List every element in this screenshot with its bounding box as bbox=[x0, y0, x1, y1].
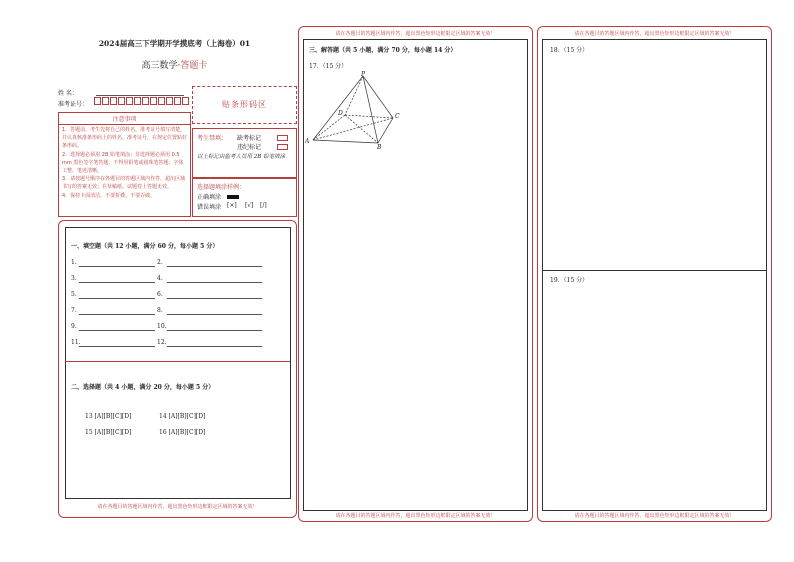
note-item-2: 2．选择题必须用 2B 铅笔填涂；非选择题必须用 0.5 mm 黑色签字笔答题，不得用铅笔或圆珠笔答题；字体工整、笔迹清晰。 bbox=[62, 151, 184, 175]
warning-left: 请在各题目的答题区域内作答，超出黑色矩形边框限定区域的答案无效！ bbox=[97, 504, 258, 510]
blank-answer-5[interactable] bbox=[79, 298, 155, 299]
choice-13[interactable]: 13 [A][B][C][D] bbox=[85, 413, 132, 420]
blank-label-7: 7. bbox=[71, 307, 77, 314]
section-divider bbox=[65, 361, 290, 362]
warning-right-top: 请在各题目的答题区域内作答，超出黑色矩形边框限定区域的答案无效！ bbox=[574, 31, 735, 37]
subtitle-answer-card: 答题卡 bbox=[180, 61, 208, 71]
note-item-4: 4．保持卡面清洁，不要折叠、不要弄破。 bbox=[62, 192, 156, 199]
blank-label-3: 3. bbox=[71, 275, 77, 282]
notes-box bbox=[58, 112, 191, 217]
blank-label-9: 9. bbox=[71, 323, 77, 330]
id-digit-cell[interactable] bbox=[126, 97, 133, 105]
fill-example-title: 选择题填涂样例： bbox=[197, 184, 246, 191]
name-label: 姓 名： bbox=[58, 90, 78, 97]
exam-title: 2024届高三下学期开学摸底考（上海卷）01 bbox=[98, 39, 251, 48]
wrong-mark-1: [×] bbox=[227, 202, 237, 209]
answer-frame-left bbox=[58, 220, 297, 518]
right-column bbox=[537, 26, 772, 522]
blank-label-10: 10. bbox=[157, 323, 167, 330]
id-digit-cell[interactable] bbox=[110, 97, 117, 105]
choice-14[interactable]: 14 [A][B][C][D] bbox=[159, 413, 206, 420]
correct-fill-label: 正确填涂 bbox=[197, 194, 222, 201]
id-label: 准考证号： bbox=[58, 101, 89, 108]
question-17-label: 17．（15 分） bbox=[309, 63, 348, 70]
fill-example-box bbox=[192, 178, 297, 217]
left-column bbox=[52, 28, 297, 528]
warning-right-bottom: 请在各题目的答题区域内作答，超出黑色矩形边框限定区域的答案无效！ bbox=[574, 513, 735, 519]
edge-PA bbox=[313, 76, 363, 140]
absent-checkbox[interactable] bbox=[277, 135, 288, 141]
absent-label: 缺考标记 bbox=[237, 135, 262, 142]
violation-checkbox[interactable] bbox=[277, 144, 288, 150]
candidate-box-note: 以上标记由监考人员用 2B 铅笔填涂 bbox=[197, 154, 286, 160]
notes-list bbox=[62, 126, 188, 200]
wrong-mark-2: [√] bbox=[245, 202, 254, 209]
note-item-3: 3．请按题号顺序在各题目的答题区域内作答，超出区域书写的答案无效；在草稿纸、试题卷上答题无效。 bbox=[62, 176, 186, 191]
blank-answer-9[interactable] bbox=[79, 330, 155, 331]
blank-answer-1[interactable] bbox=[79, 266, 155, 267]
candidate-box-title: 考生禁填： bbox=[197, 135, 228, 142]
subtitle-subject: 高三数学· bbox=[141, 61, 181, 71]
blank-label-1: 1. bbox=[71, 259, 77, 266]
vertex-B: B bbox=[377, 144, 382, 149]
barcode-label: 贴条形码区 bbox=[222, 100, 267, 109]
blank-label-11: 11. bbox=[71, 339, 81, 346]
blank-answer-6[interactable] bbox=[167, 298, 262, 299]
blank-answer-3[interactable] bbox=[79, 282, 155, 283]
id-digit-cell[interactable] bbox=[174, 97, 181, 105]
blank-answer-2[interactable] bbox=[167, 266, 262, 267]
vertex-P: P bbox=[361, 71, 366, 78]
vertex-D: D bbox=[338, 110, 343, 117]
edge-AD bbox=[313, 115, 345, 140]
violation-label: 违纪标记 bbox=[237, 144, 262, 151]
blank-answer-11[interactable] bbox=[79, 346, 155, 347]
id-digit-cell[interactable] bbox=[142, 97, 149, 105]
blank-label-2: 2. bbox=[157, 259, 163, 266]
diag-AC bbox=[313, 118, 393, 140]
id-digit-cell[interactable] bbox=[134, 97, 141, 105]
blank-label-6: 6. bbox=[157, 291, 163, 298]
blank-answer-10[interactable] bbox=[167, 330, 262, 331]
blank-answer-8[interactable] bbox=[167, 314, 262, 315]
id-digit-cell[interactable] bbox=[118, 97, 125, 105]
barcode-area bbox=[192, 86, 297, 124]
id-number-grid[interactable] bbox=[94, 97, 194, 105]
id-digit-cell[interactable] bbox=[150, 97, 157, 105]
blank-answer-4[interactable] bbox=[167, 282, 262, 283]
middle-column bbox=[298, 26, 533, 522]
name-field[interactable] bbox=[96, 95, 184, 96]
choice-16[interactable]: 16 [A][B][C][D] bbox=[159, 429, 206, 436]
section1-title: 一、填空题（共 12 小题，满分 60 分，每小题 5 分） bbox=[71, 243, 219, 250]
blank-label-12: 12. bbox=[157, 339, 167, 346]
warning-middle-bottom: 请在各题目的答题区域内作答，超出黑色矩形边框限定区域的答案无效！ bbox=[335, 513, 496, 519]
candidate-box bbox=[192, 128, 297, 178]
id-digit-cell[interactable] bbox=[182, 97, 189, 105]
wrong-fill-label: 错误填涂 bbox=[197, 204, 222, 211]
id-digit-cell[interactable] bbox=[166, 97, 173, 105]
blank-answer-7[interactable] bbox=[79, 314, 155, 315]
pyramid-figure bbox=[305, 71, 415, 149]
fill-blanks bbox=[71, 259, 281, 369]
edge-DC bbox=[345, 115, 393, 118]
blank-label-8: 8. bbox=[157, 307, 163, 314]
vertex-A: A bbox=[305, 138, 310, 145]
correct-fill-mark bbox=[227, 195, 239, 199]
blank-label-5: 5. bbox=[71, 291, 77, 298]
id-digit-cell[interactable] bbox=[158, 97, 165, 105]
card-subtitle bbox=[52, 58, 297, 71]
question-19-label: 19．（15 分） bbox=[550, 277, 589, 284]
notes-title: 注意事项 bbox=[59, 114, 190, 125]
vertex-C: C bbox=[395, 113, 400, 120]
edge-BC bbox=[378, 118, 393, 143]
wrong-mark-3: [/] bbox=[260, 202, 267, 209]
id-digit-cell[interactable] bbox=[102, 97, 109, 105]
diag-DB bbox=[345, 115, 378, 143]
choice-15[interactable]: 15 [A][B][C][D] bbox=[85, 429, 132, 436]
blank-label-4: 4. bbox=[157, 275, 163, 282]
warning-middle-top: 请在各题目的答题区域内作答，超出黑色矩形边框限定区域的答案无效！ bbox=[335, 31, 496, 37]
question-18-label: 18．（15 分） bbox=[550, 47, 589, 54]
edge-AB bbox=[313, 140, 378, 143]
id-digit-cell[interactable] bbox=[94, 97, 101, 105]
section3-title: 三、解答题（共 5 小题，满分 70 分，每小题 14 分） bbox=[309, 47, 457, 54]
blank-answer-12[interactable] bbox=[167, 346, 262, 347]
section2-title: 二、选择题（共 4 小题，满分 20 分，每小题 5 分） bbox=[71, 384, 215, 391]
q18-q19-divider bbox=[542, 270, 766, 271]
note-item-1: 1．答题前，考生先将自己的姓名，准考证号填写清楚，并认真核准条形码上的姓名、准考证号，在规定位置贴好条形码。 bbox=[62, 127, 188, 150]
